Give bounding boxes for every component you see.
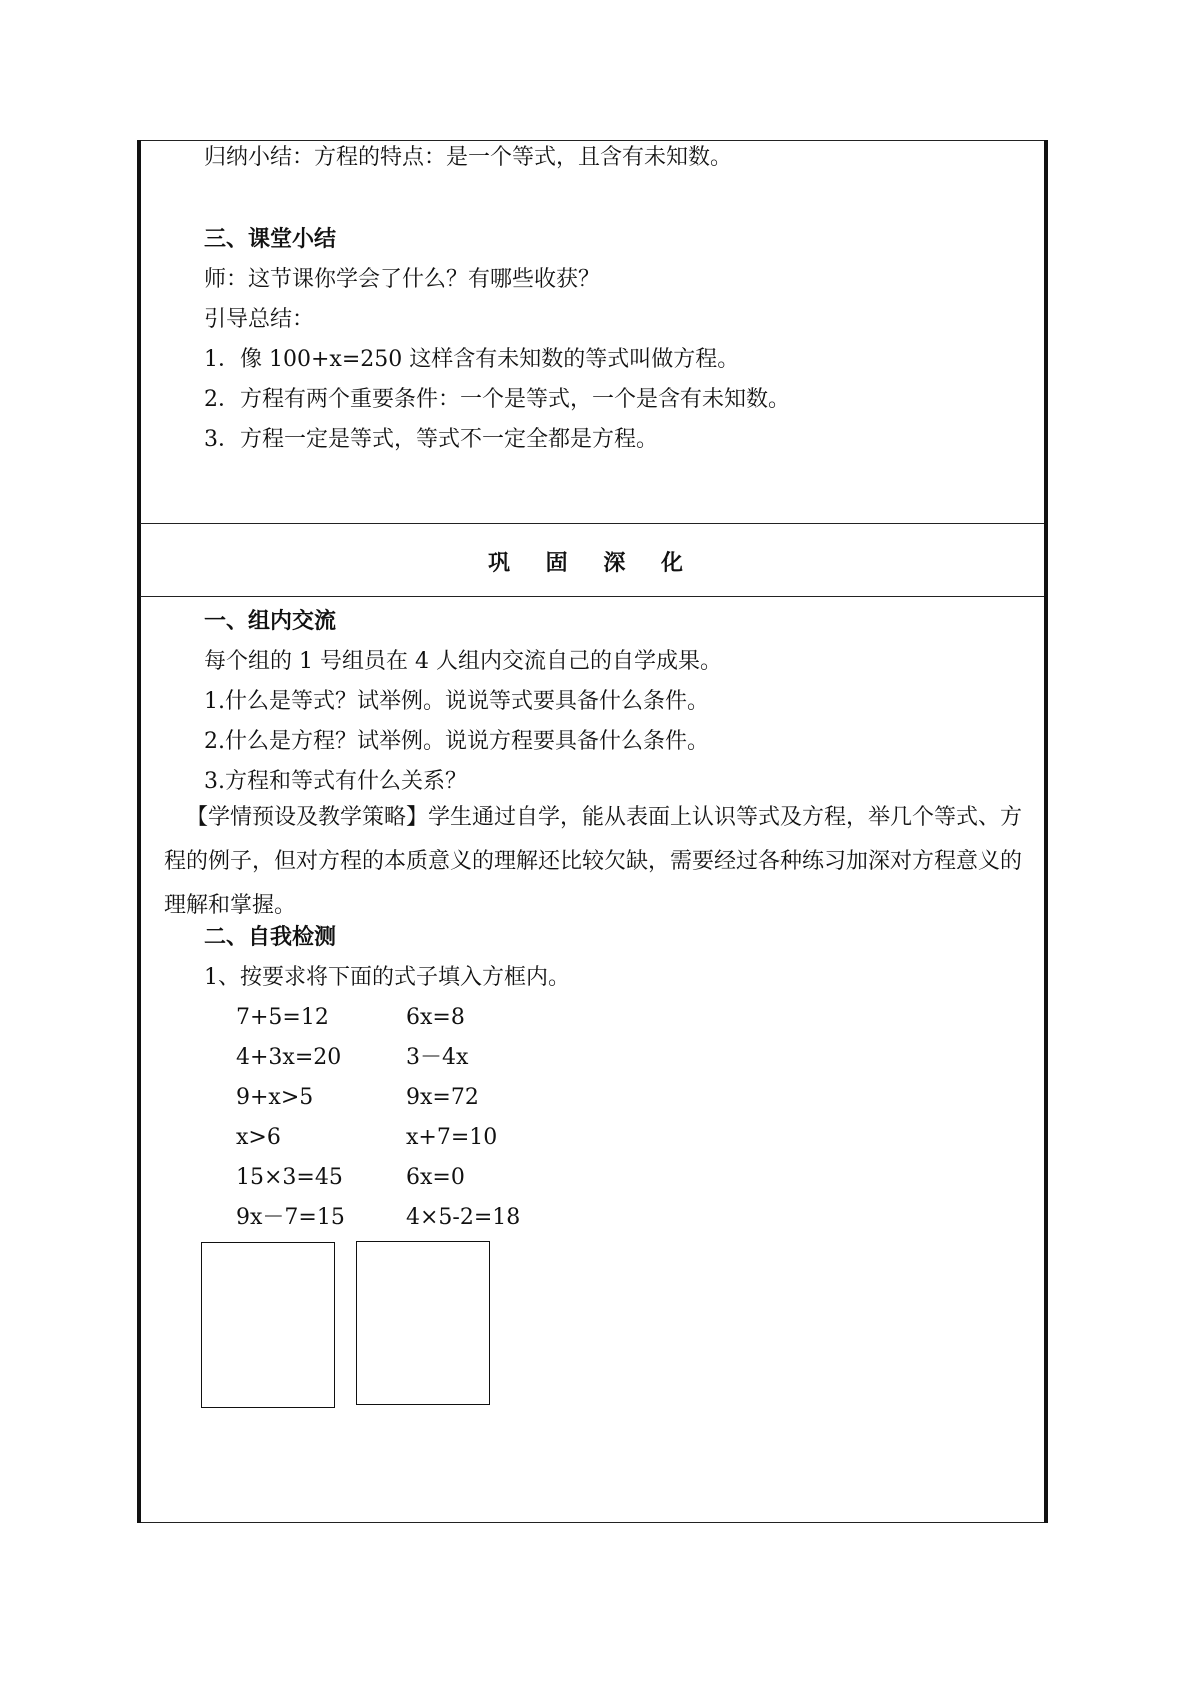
summary-item-2: 2．方程有两个重要条件：一个是等式，一个是含有未知数。 xyxy=(204,387,790,412)
answer-box-equations[interactable] xyxy=(201,1242,335,1408)
section-heading-self-check: 二、自我检测 xyxy=(204,925,337,950)
expression-left-4: x>6 xyxy=(236,1125,281,1150)
teacher-question: 师：这节课你学会了什么？有哪些收获？ xyxy=(204,267,601,292)
section-heading-group-exchange: 一、组内交流 xyxy=(204,609,337,634)
expression-right-2: 3－4x xyxy=(406,1045,469,1070)
expression-right-1: 6x=8 xyxy=(406,1005,465,1030)
lesson-table xyxy=(140,140,1045,1523)
section-header-row xyxy=(140,523,1045,597)
expression-right-6: 4×5-2=18 xyxy=(406,1205,521,1230)
expression-left-1: 7+5=12 xyxy=(236,1005,329,1030)
summary-item-3: 3．方程一定是等式，等式不一定全都是方程。 xyxy=(204,427,658,452)
expression-right-5: 6x=0 xyxy=(406,1165,465,1190)
expression-left-2: 4+3x=20 xyxy=(236,1045,342,1070)
group-intro: 每个组的 1 号组员在 4 人组内交流自己的自学成果。 xyxy=(204,649,722,674)
summary-item-1: 1．像 100+x=250 这样含有未知数的等式叫做方程。 xyxy=(204,347,740,372)
question-2: 2.什么是方程？试举例。说说方程要具备什么条件。 xyxy=(204,729,709,754)
expression-left-3: 9+x>5 xyxy=(236,1085,314,1110)
question-3: 3.方程和等式有什么关系？ xyxy=(204,769,467,794)
answer-box-equalities[interactable] xyxy=(356,1241,490,1405)
expression-left-5: 15×3=45 xyxy=(236,1165,343,1190)
expression-left-6: 9x－7=15 xyxy=(236,1205,345,1230)
guide-label: 引导总结： xyxy=(204,307,315,332)
summary-line: 归纳小结：方程的特点：是一个等式，且含有未知数。 xyxy=(204,145,733,170)
question-1: 1.什么是等式？试举例。说说等式要具备什么条件。 xyxy=(204,689,709,714)
task-instruction: 1、按要求将下面的式子填入方框内。 xyxy=(204,965,570,990)
expression-right-3: 9x=72 xyxy=(406,1085,479,1110)
section-heading-class-summary: 三、课堂小结 xyxy=(204,227,337,252)
strategy-paragraph: 【学情预设及教学策略】学生通过自学，能从表面上认识等式及方程，举几个等式、方程的例子，但对方程的本质意义的理解还比较欠缺，需要经过各种练习加深对方程意义的理解和掌握。 xyxy=(164,805,1023,918)
expression-right-4: x+7=10 xyxy=(406,1125,498,1150)
section-header-title: 巩 固 深 化 xyxy=(488,551,697,576)
